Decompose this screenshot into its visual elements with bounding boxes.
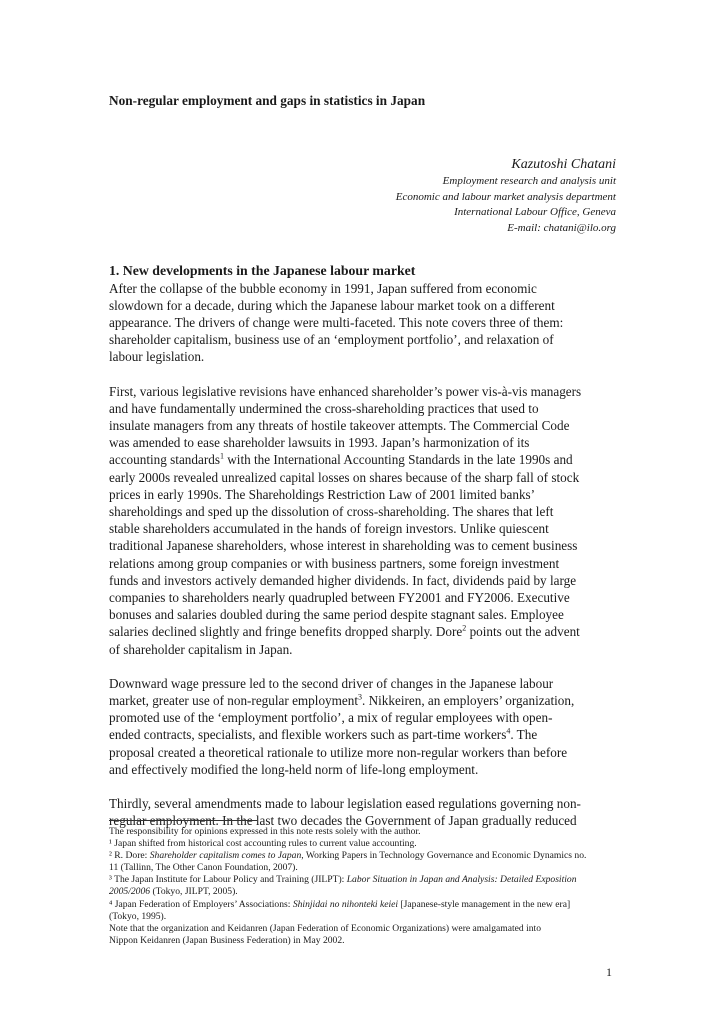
footnotes [109,826,615,947]
footnote-ref-1: 1 [219,451,224,461]
page-number: 1 [606,965,612,979]
footnote-note: Note that the organization and Keidanren (Japan Federation of Economic Organizations) were amalgamated into Nippon Keidanren (Japan Business Federation) in May 2002. [109,922,542,946]
footnote-ref-4: 4 [506,726,511,736]
paragraph-1: After the collapse of the bubble economy in 1991, Japan suffered from economic slowdown for a decade, during which the Japanese labour market took on a different appearance. The drivers of change were multi-faceted. This note covers three of them: shareholder capitalism, business use of an ‘employment portfolio’, and relaxation of labour legislation. [109,280,564,365]
paragraph-3-part-c: . The proposal created a theoretical rationale to utilize more non-regular workers than before and effectively modified the long-held norm of life-long employment. [109,727,568,777]
footnote-4-rest: [Japanese-style management in the new era] (Tokyo, 1995). [109,898,571,922]
footnote-3-lead: ³ The Japan Institute for Labour Policy and Training (JILPT): [109,874,347,886]
author-affiliation-office: International Labour Office, Geneva [454,206,616,218]
paper-title: Non-regular employment and gaps in statistics in Japan [109,93,426,108]
author-name: Kazutoshi Chatani [511,157,616,172]
paragraph-3-part-b: . Nikkeiren, an employers’ organization, promoted use of the ‘employment portfolio’, a mix of regular employees with open- ended contracts, specialists, and flexible workers such as part-time workers [109,692,575,743]
section-1 [109,262,619,846]
footnote-4-title: Shinjidai no nihonteki keiei [292,898,399,910]
footnote-2-lead: ² R. Dore: [109,850,150,862]
footnote-separator [109,820,257,821]
footnote-3-rest: (Tokyo, JILPT, 2005). [150,886,238,898]
author-email: E-mail: chatani@ilo.org [507,221,616,234]
footnote-ref-3: 3 [358,692,362,702]
footnote-3-title: Labor Situation in Japan and Analysis: Detailed Exposition 2005/2006 [109,874,577,898]
paragraph-2-part-b: with the International Accounting Standards in the late 1990s and early 2000s revealed unrealized capital losses on shares because of the sharp fall of stock prices in early 1990s. The Shareholdings Restriction Law of 2001 limited banks’ shareholdings and sped up the dissolution of cross-shareholding. The shares that left stable shareholders accumulated in the hands of foreign investors. Unlike quiescent traditional Japanese shareholders, whose interest in shareholding was to cement business relations among group companies or with business partners, some foreign investment funds and investors actively demanded higher dividends. In fact, dividends paid by large companies to shareholders nearly quadrupled between FY2001 and FY2006. Executive bonuses and salaries doubled during the same period despite stagnant sales. Employee salaries declined slightly and fringe benefits dropped sharply. Dore [109,452,580,640]
author-affiliation-unit: Employment research and analysis unit [442,175,616,187]
footnote-intro: The responsibility for opinions expressed in this note rests solely with the author. [109,826,421,837]
footnote-1: ¹ Japan shifted from historical cost accounting rules to current value accounting. [109,838,417,850]
author-affiliation-department: Economic and labour market analysis department [395,190,616,203]
footnote-4-lead: ⁴ Japan Federation of Employers’ Associations: [109,898,293,910]
paragraph-2-part-c: points out the advent of shareholder capitalism in Japan. [109,624,580,657]
paragraph-2 [109,383,619,658]
paragraph-3 [109,675,619,778]
author-block [396,155,616,236]
paragraph-3-part-a: Downward wage pressure led to the second driver of changes in the Japanese labour market, greater use of non-regular employment [109,675,554,708]
section-heading: 1. New developments in the Japanese labour market [109,263,416,278]
footnote-ref-2: 2 [462,623,467,633]
footnote-2 [109,850,615,874]
footnote-3 [109,874,615,898]
footnote-4 [109,899,615,923]
footnote-2-title: Shareholder capitalism comes to Japan [149,850,302,862]
footnote-2-rest: , Working Papers in Technology Governance and Economic Dynamics no. 11 (Tallinn, The Other Canon Foundation, 2007). [109,850,587,874]
paragraph-2-part-a: First, various legislative revisions have enhanced shareholder’s power vis-à-vis managers and have fundamentally undermined the cross-shareholding practices that used to insulate managers from any threats of hostile takeover attempts. The Commercial Code was amended to ease shareholder lawsuits in 1993. Japan’s harmonization of its accounting standards [109,383,582,468]
paragraph-4: Thirdly, several amendments made to labour legislation eased regulations governing non- regular employment. In the last two decades the Government of Japan gradually reduced [109,795,581,829]
